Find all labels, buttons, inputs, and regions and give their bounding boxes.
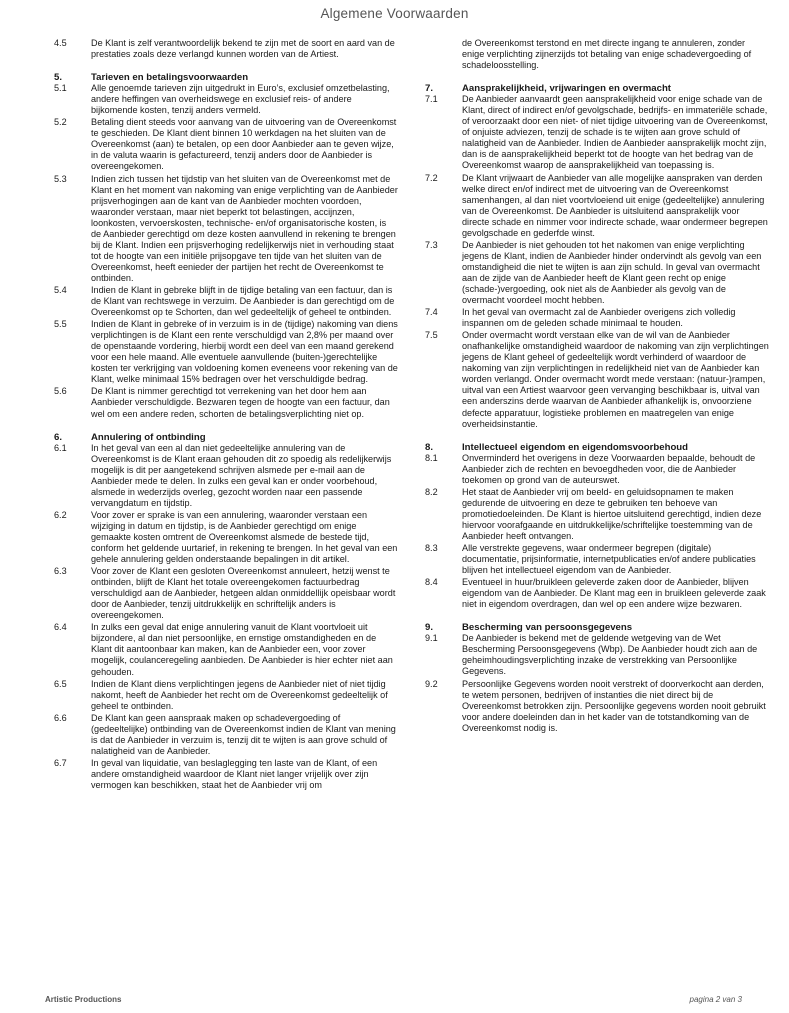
footer-page-number: pagina 2 van 3: [689, 995, 742, 1004]
clause: [54, 679, 398, 712]
clause: [54, 566, 398, 621]
clause-number: 4.5: [54, 38, 67, 48]
clause: [425, 487, 769, 542]
clause: [54, 174, 398, 284]
clause: [54, 386, 398, 419]
clause-number: 8.1: [425, 452, 438, 463]
clause: [425, 94, 769, 171]
section-title: Aansprakelijkheid, vrijwaringen en overmacht: [462, 83, 672, 95]
clause-text: Indien zich tussen het tijdstip van het sluiten van de Overeenkomst met de Klant en het moment van nakoming van enige verplichting van de Aanbieder prijsverhogingen aan de kant van de Aanbieder mochten voordoen, waaronder verstaan, maar niet beperkt tot belastingen, accijnzen, loonkosten, vervoerskosten, technische- en/of organisatorische kosten, is de Aanbieder gerechtigd om deze kosten aanvullend in rekening te brengen bij de Klant. Indien een prijsverhoging redelijkerwijs niet in verhouding staat tot de hoogte van een initiële prijsopgave ten tijde van het sluiten van de Overeenkomst, heeft eenieder der partijen het recht de Overeenkomst te ontbinden.: [91, 173, 398, 283]
clause-text: Onder overmacht wordt verstaan elke van de wil van de Aanbieder onafhankelijke omstandigheid waardoor de nakoming van zijn verplichtingen jegens de Klant geheel of gedeeltelijk wordt verhinderd of waardoor de nakoming van zijn verplichtingen in redelijkheid niet van de Aanbieder kan worden verlangd. Onder overmacht wordt mede verstaan: (natuur-)rampen, uitval van een Artiest waarvoor geen vervanging beschikbaar is, uitval van een anderszins derde waarvan de Aanbieder afhankelijk is, onvoorziene defecte apparatuur, logistieke problemen en maatregelen van enige overheidsinstantie.: [462, 330, 769, 429]
clause: [425, 307, 769, 329]
clause-text: Het staat de Aanbieder vrij om beeld- en geluidsopnamen te maken gedurende de uitvoering en deze te gebruiken ten behoeve van promotiedoeleinden. De Klant is hiertoe uitsluitend gerechtigd, indien deze hiervoor voorafgaande en uitdrukkelijke/schriftelijke toestemming van de Aanbieder heeft ontvangen.: [462, 486, 762, 541]
clause-number: 5.5: [54, 319, 67, 330]
clause-number: 7.4: [425, 307, 438, 318]
clause-number: 5.1: [54, 83, 67, 94]
clause: [54, 319, 398, 385]
clause-number: 6.5: [54, 678, 67, 689]
section-title: Bescherming van persoonsgegevens: [462, 622, 633, 634]
footer-company: Artistic Productions: [45, 995, 122, 1004]
clause: [54, 713, 398, 757]
clause-number: 5.4: [54, 284, 67, 295]
clause-text: Persoonlijke Gegevens worden nooit verstrekt of doorverkocht aan derden, te wetem personen, bedrijven of instanties die niet direct bij de Overeenkomst betrokken zijn. Persoonlijke gegevens worden nooit gebruikt voor andere doeleinden dan in het kader van de totstandkoming van de Overeenkomst nodig is.: [462, 678, 766, 733]
clause-number: 7.5: [425, 330, 438, 341]
section-number: 7.: [425, 83, 434, 95]
clause: [54, 38, 398, 60]
clause-number: 6.2: [54, 509, 67, 520]
clause-text: De Aanbieder is niet gehouden tot het nakomen van enige verplichting jegens de Klant, indien de Aanbieder hinder ondervindt als gevolg van een omstandigheid die niet te wijten is aan zijn schuld. In geval van overmacht aan de zijde van de Aanbieder heeft de Klant geen recht op enige (schade-)vergoeding, ook niet als de Aanbieder als gevolg van de overmacht voordeel mocht hebben.: [462, 239, 762, 306]
section-number: 5.: [54, 72, 63, 84]
clause: [425, 679, 769, 734]
clause: [54, 758, 398, 791]
clause: [425, 453, 769, 486]
right-column: [425, 38, 769, 735]
clause-number: 5.6: [54, 386, 67, 397]
clause-text: Alle verstrekte gegevens, waar ondermeer begrepen (digitale) documentatie, prijsinformatie, internetpublicaties en/of andere publicaties blijven het intellectueel eigendom van de Aanbieder.: [462, 543, 756, 576]
clause-number: 8.2: [425, 486, 438, 497]
clause-number: 6.6: [54, 712, 67, 723]
clause: [54, 622, 398, 677]
clause-text: In geval van liquidatie, van beslaglegging ten laste van de Klant, of een andere omstandigheid waardoor de Klant niet langer vrijelijk over zijn vermogen kan beschikken, staat het de Aanbieder vrij om: [91, 757, 378, 790]
clause: [425, 543, 769, 576]
section-title: Intellectueel eigendom en eigendomsvoorbehoud: [462, 441, 689, 453]
clause: [425, 173, 769, 239]
page-title: Algemene Voorwaarden: [320, 6, 469, 21]
clause: [54, 510, 398, 565]
section-number: 8.: [425, 441, 434, 453]
clause-text: Indien de Klant diens verplichtingen jegens de Aanbieder niet of niet tijdig nakomt, heeft de Aanbieder het recht om de Overeenkomst gedeeltelijk of geheel te ontbinden.: [91, 678, 388, 711]
section-heading: [425, 622, 769, 633]
left-column: [54, 38, 398, 792]
clause-text: Alle genoemde tarieven zijn uitgedrukt in Euro’s, exclusief omzetbelasting, andere heffingen van overheidswege en exclusief reis- of andere bijkomende kosten, tenzij anders vermeld.: [91, 83, 390, 116]
clause-text: Indien de Klant in gebreke blijft in de tijdige betaling van een factuur, dan is de Klant van rechtswege in verzuim. De Aanbieder is dan gerechtigd om de Overeenkomst op te Schorten, dan wel gedeeltelijk of geheel te ontbinden.: [91, 284, 395, 318]
clause-continuation: de Overeenkomst terstond en met directe ingang te annuleren, zonder enige verplichting zijnerzijds tot betaling van enige schadevergoeding of schadeloosstelling.: [462, 38, 752, 71]
clause-text: De Klant vrijwaart de Aanbieder van alle mogelijke aanspraken van derden welke direct en/of indirect met de uitvoering van de Overeenkomst samenhangen, al dan niet voortvloeiend uit enige (gedeeltelijke) annulering van de Overeenkomst. De Aanbieder is uitsluitend aansprakelijk voor directe schade en nimmer voor indirecte schade, waar ondermeer begrepen gevolgschade en gederfde winst.: [462, 172, 768, 238]
clause: [425, 240, 769, 306]
clause-number: 8.3: [425, 543, 438, 554]
clause-text: Voor zover de Klant een gesloten Overeenkomst annuleert, hetzij wenst te ontbinden, blijft de Klant het totale overeengekomen factuurbedrag verschuldigd aan de Aanbieder, hetgeen aldan onmiddellijk opeisbaar wordt door de Aanbieder, tenzij uitdrukkelijk en schriftelijk anders is overeengekomen.: [91, 566, 396, 621]
clause-number: 8.4: [425, 577, 438, 588]
section-heading: [425, 442, 769, 453]
clause-text: Indien de Klant in gebreke of in verzuim is in de (tijdige) nakoming van diens verplichtingen is de Klant een rente verschuldigd van 2,8% per maand over de openstaande vordering, hierbij wordt een deel van een maand gerekend voor een hele maand. Alle eventuele aanvullende (buiten-)gerechtelijke kosten ter verkrijging van voldoening komen eveneens voor rekening van de Klant, welke minimaal 15% bedragen over het verschuldigde bedrag.: [91, 319, 398, 385]
clause: [54, 117, 398, 172]
clause: [54, 443, 398, 509]
clause-text: Betaling dient steeds voor aanvang van de uitvoering van de Overeenkomst te geschieden. De Klant dient binnen 10 werkdagen na het sluiten van de Overeenkomst (aan) te betalen, op een door Aanbieder aan te geven wijze, in de valuta waarin is gefactureerd, tenzij anders door de Aanbieder is overeengekomen.: [91, 117, 397, 172]
clause-text: De Klant is zelf verantwoordelijk bekend te zijn met de soort en aard van de prestaties zoals deze verlangd kunnen worden van de Artiest.: [91, 38, 395, 60]
clause-number: 7.1: [425, 94, 438, 105]
clause: [54, 285, 398, 318]
clause-text: De Klant kan geen aanspraak maken op schadevergoeding of (gedeeltelijke) ontbinding van de Overeenkomst indien de Klant van mening is dat de Aanbieder in verzuim is, tenzij dit te wijten is aan grove schuld of nalatigheid van de Aanbieder.: [91, 712, 396, 756]
clause: [425, 330, 769, 429]
clause-number: 6.4: [54, 622, 67, 633]
clause-text: Onverminderd het overigens in deze Voorwaarden bepaalde, behoudt de Aanbieder zich de rechten en bevoegdheden voor, die de Aanbieder toekomen op grond van de auteurswet.: [462, 452, 756, 485]
clause-text: De Klant is nimmer gerechtigd tot verrekening van het door hem aan Aanbieder verschuldigde. Bezwaren tegen de hoogte van een factuur, dan wel om een andere reden, schorten de betalingsverplichting niet op.: [91, 386, 390, 419]
section-title: Tarieven en betalingsvoorwaarden: [91, 72, 249, 84]
clause-text: In het geval van overmacht zal de Aanbieder overigens zich volledig inspannen om de geleden schade minimaal te houden.: [462, 307, 736, 329]
clause-number: 6.1: [54, 442, 67, 453]
clause-number: 5.3: [54, 173, 67, 184]
clause-text: Voor zover er sprake is van een annulering, waaronder verstaan een wijziging in datum en tijdstip, is de Aanbieder gerechtigd om enige gemaakte kosten omtrent de Overeenkomst alsmede de bestede tijd, conform het geldende uurtarief, in rekening te brengen. In het geval van een gehele annulering gelden onderstaande bepalingen in dit artikel.: [91, 509, 398, 565]
section-heading: [54, 72, 398, 83]
clause-number: 6.7: [54, 757, 67, 768]
clause-text: In zulks een geval dat enige annulering vanuit de Klant voortvloeit uit bijzondere, al dan niet persoonlijke, en ernstige omstandigheden en de Klant dit aantoonbaar kan maken, kan de Aanbieder een, voor zover mogelijk, coulanceregeling aanbieden. De Aanbieder is hier echter niet aan gehouden.: [91, 622, 393, 677]
clause-number: 7.3: [425, 239, 438, 250]
clause: [54, 83, 398, 116]
section-title: Annulering of ontbinding: [91, 431, 206, 443]
section-number: 6.: [54, 431, 63, 443]
clause-text: In het geval van een al dan niet gedeeltelijke annulering van de Overeenkomst is de Klant eraan gehouden dit zo spoedig als redelijkerwijs mogelijk is dit per aangetekend schrijven alsmede per e-mail aan de Aanbieder mede te delen. In zulks een geval kan er onder voorbehoud, alsmede in wederzijds overleg, gezocht worden naar een passende vervangdatum en tijdstip.: [91, 442, 392, 508]
section-heading: [425, 83, 769, 94]
clause-text: De Aanbieder aanvaardt geen aansprakelijkheid voor enige schade van de Klant, direct of indirect en/of gevolgschade, bedrijfs- en immateriële schade, of veroorzaakt door een niet- of niet tijdige uitvoering van de Overeenkomst, of onjuiste adviezen, tenzij de schade is te wijten aan grove schuld of nalatigheid van de Aanbieder. Indien de Aanbieder aansprakelijk mocht zijn, dan is de aansprakelijkheid beperkt tot de hoogte van het bedrag van de Overeenkomst waarop de aansprakelijkheid van toepassing is.: [462, 94, 768, 171]
clause-text: Eventueel in huur/bruikleen geleverde zaken door de Aanbieder, blijven eigendom van de Aanbieder. De Klant mag een in bruikleen geleverde zaak niet in eigendom overdragen, dan wel op een andere wijze bezwaren.: [462, 577, 766, 610]
clause-number: 5.2: [54, 117, 67, 128]
clause-text: De Aanbieder is bekend met de geldende wetgeving van de Wet Bescherming Persoonsgegevens (Wbp). De Aanbieder houdt zich aan de geheimhoudingsverplichting inzake de verstrekking van Persoonlijke Gegevens.: [462, 633, 758, 677]
clause: [425, 577, 769, 610]
clause-number: 7.2: [425, 172, 438, 183]
clause-number: 9.1: [425, 633, 438, 644]
clause-number: 6.3: [54, 566, 67, 577]
clause-number: 9.2: [425, 678, 438, 689]
section-heading: [54, 432, 398, 443]
clause: [425, 633, 769, 677]
section-number: 9.: [425, 622, 434, 634]
